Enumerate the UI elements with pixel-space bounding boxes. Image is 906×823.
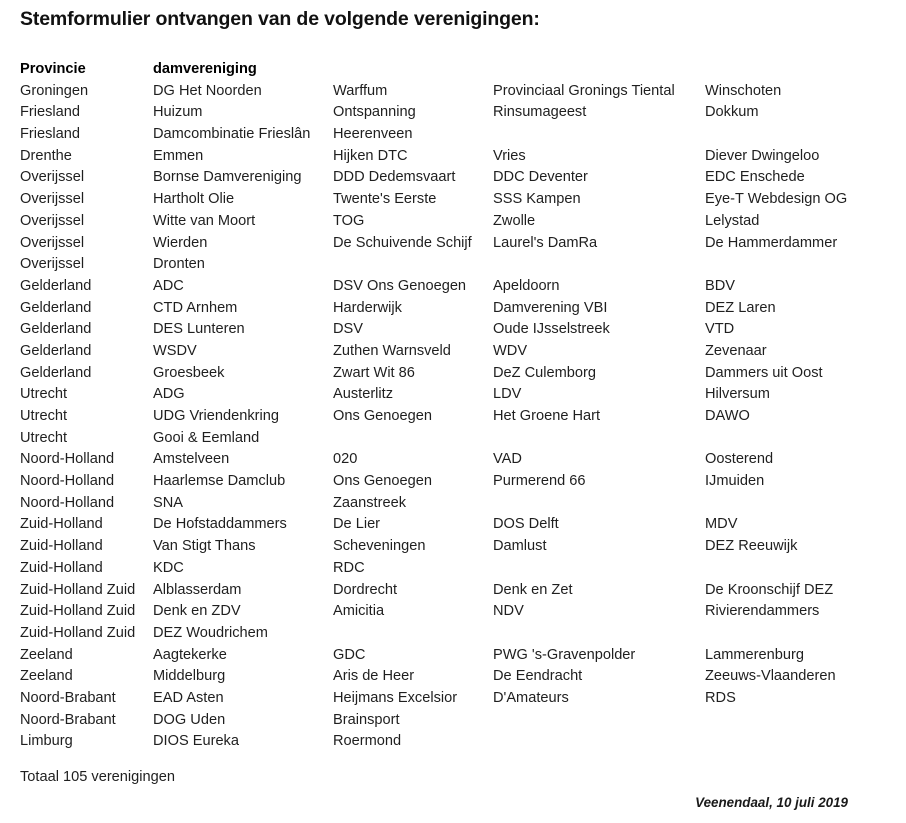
cell-damvereniging: Austerlitz bbox=[333, 386, 394, 403]
cell-damvereniging: Heerenveen bbox=[333, 126, 413, 143]
cell-provincie: Zuid-Holland Zuid bbox=[20, 603, 136, 620]
table-row bbox=[0, 363, 906, 385]
cell-damvereniging: ADG bbox=[153, 386, 185, 403]
cell-damvereniging: SSS Kampen bbox=[493, 191, 581, 208]
table-row bbox=[0, 601, 906, 623]
cell-provincie: Overijssel bbox=[20, 256, 85, 273]
cell-damvereniging: D'Amateurs bbox=[493, 689, 569, 706]
cell-damvereniging: Lelystad bbox=[705, 212, 760, 229]
cell-damvereniging: Winschoten bbox=[705, 82, 782, 99]
table-row bbox=[0, 623, 906, 645]
cell-damvereniging: GDC bbox=[333, 646, 366, 663]
table-row bbox=[0, 493, 906, 515]
cell-provincie: Zuid-Holland Zuid bbox=[20, 581, 136, 598]
cell-damvereniging: EDC Enschede bbox=[705, 169, 805, 186]
cell-damvereniging: Purmerend 66 bbox=[493, 473, 586, 490]
cell-provincie: Overijssel bbox=[20, 191, 85, 208]
cell-damvereniging: DOG Uden bbox=[153, 711, 226, 728]
cell-damvereniging: De Kroonschijf DEZ bbox=[705, 581, 834, 598]
table-row bbox=[0, 710, 906, 732]
cell-damvereniging: Het Groene Hart bbox=[493, 408, 601, 424]
column-header-provincie: Provincie bbox=[20, 61, 86, 77]
cell-provincie: Limburg bbox=[20, 733, 73, 750]
cell-provincie: Gelderland bbox=[20, 277, 92, 294]
cell-damvereniging: LDV bbox=[493, 386, 522, 403]
cell-damvereniging: Denk en Zet bbox=[493, 581, 573, 598]
cell-damvereniging: Oosterend bbox=[705, 451, 774, 468]
cell-provincie: Overijssel bbox=[20, 212, 85, 229]
cell-provincie: Utrecht bbox=[20, 386, 68, 403]
cell-damvereniging: Groesbeek bbox=[153, 364, 225, 381]
table-row bbox=[0, 102, 906, 124]
cell-damvereniging: Emmen bbox=[153, 147, 204, 164]
cell-provincie: Noord-Holland bbox=[20, 451, 115, 468]
cell-damvereniging: EAD Asten bbox=[153, 689, 224, 706]
table-row bbox=[0, 276, 906, 298]
cell-damvereniging: De Schuivende Schijf bbox=[333, 234, 472, 251]
cell-damvereniging: Heijmans Excelsior bbox=[333, 689, 458, 706]
cell-damvereniging: Alblasserdam bbox=[153, 581, 242, 598]
table-row bbox=[0, 666, 906, 688]
table-row bbox=[0, 319, 906, 341]
cell-provincie: Gelderland bbox=[20, 342, 92, 359]
cell-damvereniging: Warffum bbox=[333, 82, 388, 99]
table-row bbox=[0, 384, 906, 406]
cell-damvereniging: DeZ Culemborg bbox=[493, 364, 597, 381]
cell-damvereniging: Denk en ZDV bbox=[153, 603, 241, 620]
cell-damvereniging: Rinsumageest bbox=[493, 104, 587, 121]
table-row bbox=[0, 406, 906, 428]
cell-damvereniging: BDV bbox=[705, 277, 736, 294]
table-body bbox=[0, 81, 906, 753]
cell-damvereniging: Middelburg bbox=[153, 668, 226, 685]
table-header-row bbox=[0, 59, 906, 81]
table-row bbox=[0, 233, 906, 255]
cell-damvereniging: Laurel's DamRa bbox=[493, 234, 598, 251]
cell-damvereniging: DOS Delft bbox=[493, 516, 559, 533]
place-and-date: Veenendaal, 10 juli 2019 bbox=[695, 795, 848, 810]
cell-provincie: Noord-Holland bbox=[20, 473, 115, 490]
cell-damvereniging: Provinciaal Gronings Tiental bbox=[493, 82, 675, 99]
cell-damvereniging: TOG bbox=[333, 212, 365, 229]
cell-provincie: Zuid-Holland Zuid bbox=[20, 624, 136, 641]
cell-damvereniging: NDV bbox=[493, 603, 524, 620]
table-row bbox=[0, 167, 906, 189]
cell-damvereniging: Apeldoorn bbox=[493, 277, 560, 294]
cell-provincie: Friesland bbox=[20, 126, 81, 143]
table-row bbox=[0, 688, 906, 710]
cell-damvereniging: SNA bbox=[153, 494, 184, 511]
cell-damvereniging: Zwolle bbox=[493, 212, 536, 229]
cell-damvereniging: Amicitia bbox=[333, 603, 385, 620]
cell-damvereniging: Hijken DTC bbox=[333, 147, 408, 164]
cell-damvereniging: Amstelveen bbox=[153, 451, 230, 468]
cell-damvereniging: VAD bbox=[493, 451, 522, 468]
table-row bbox=[0, 580, 906, 602]
cell-provincie: Gelderland bbox=[20, 299, 92, 316]
cell-damvereniging: DSV bbox=[333, 321, 364, 338]
cell-damvereniging: 020 bbox=[333, 451, 358, 468]
table-row bbox=[0, 428, 906, 450]
cell-damvereniging: ADC bbox=[153, 277, 184, 294]
cell-damvereniging: Haarlemse Damclub bbox=[153, 473, 286, 490]
cell-damvereniging: Zaanstreek bbox=[333, 494, 407, 511]
cell-damvereniging: KDC bbox=[153, 559, 184, 576]
cell-damvereniging: Dordrecht bbox=[333, 581, 398, 598]
cell-damvereniging: Aris de Heer bbox=[333, 668, 415, 685]
cell-provincie: Zuid-Holland bbox=[20, 516, 103, 533]
cell-provincie: Zuid-Holland bbox=[20, 538, 103, 555]
cell-damvereniging: De Lier bbox=[333, 516, 381, 533]
cell-damvereniging: RDS bbox=[705, 689, 736, 706]
cell-damvereniging: Dammers uit Oost bbox=[705, 364, 823, 381]
cell-damvereniging: Brainsport bbox=[333, 711, 400, 728]
cell-damvereniging: Dronten bbox=[153, 256, 205, 273]
cell-damvereniging: De Eendracht bbox=[493, 668, 583, 685]
cell-damvereniging: Aagtekerke bbox=[153, 646, 227, 663]
table-row bbox=[0, 146, 906, 168]
cell-damvereniging: MDV bbox=[705, 516, 738, 533]
cell-damvereniging: Zeeuws-Vlaanderen bbox=[705, 668, 836, 685]
cell-provincie: Zeeland bbox=[20, 668, 73, 685]
associations-table bbox=[0, 59, 906, 753]
cell-damvereniging: DEZ Laren bbox=[705, 299, 776, 316]
cell-damvereniging: Ons Genoegen bbox=[333, 473, 432, 490]
cell-damvereniging: Damlust bbox=[493, 538, 547, 555]
cell-damvereniging: Harderwijk bbox=[333, 299, 402, 316]
cell-damvereniging: Lammerenburg bbox=[705, 646, 804, 663]
cell-damvereniging: Roermond bbox=[333, 733, 402, 750]
table-row bbox=[0, 341, 906, 363]
cell-damvereniging: Diever Dwingeloo bbox=[705, 147, 820, 164]
cell-damvereniging: Gooi & Eemland bbox=[153, 429, 260, 446]
cell-damvereniging: PWG 's-Gravenpolder bbox=[493, 646, 636, 663]
cell-damvereniging: Rivierendammers bbox=[705, 603, 820, 620]
table-row bbox=[0, 471, 906, 493]
cell-damvereniging: WDV bbox=[493, 342, 528, 359]
cell-damvereniging: De Hammerdammer bbox=[705, 234, 838, 251]
cell-damvereniging: Zuthen Warnsveld bbox=[333, 342, 451, 359]
cell-provincie: Gelderland bbox=[20, 364, 92, 381]
cell-damvereniging: Oude IJsselstreek bbox=[493, 321, 610, 338]
table-row bbox=[0, 449, 906, 471]
cell-damvereniging: Hilversum bbox=[705, 386, 770, 403]
cell-damvereniging: Scheveningen bbox=[333, 538, 426, 555]
table-row bbox=[0, 514, 906, 536]
cell-provincie: Utrecht bbox=[20, 429, 68, 446]
cell-damvereniging: RDC bbox=[333, 559, 365, 576]
cell-provincie: Overijssel bbox=[20, 234, 85, 251]
cell-damvereniging: Hartholt Olie bbox=[153, 191, 235, 208]
cell-damvereniging: VTD bbox=[705, 321, 735, 338]
cell-damvereniging: Dokkum bbox=[705, 104, 759, 121]
table-row bbox=[0, 298, 906, 320]
cell-damvereniging: DG Het Noorden bbox=[153, 82, 262, 99]
cell-provincie: Noord-Holland bbox=[20, 494, 115, 511]
cell-provincie: Zuid-Holland bbox=[20, 559, 103, 576]
cell-provincie: Utrecht bbox=[20, 408, 68, 424]
cell-provincie: Zeeland bbox=[20, 646, 73, 663]
cell-damvereniging: Vries bbox=[493, 147, 526, 164]
cell-provincie: Gelderland bbox=[20, 321, 92, 338]
cell-damvereniging: Witte van Moort bbox=[153, 212, 256, 229]
cell-provincie: Drenthe bbox=[20, 147, 72, 164]
cell-damvereniging: DDD Dedemsvaart bbox=[333, 169, 456, 186]
cell-damvereniging: DIOS Eureka bbox=[153, 733, 239, 750]
cell-provincie: Overijssel bbox=[20, 169, 85, 186]
cell-provincie: Groningen bbox=[20, 82, 89, 99]
cell-damvereniging: De Hofstaddammers bbox=[153, 516, 287, 533]
cell-damvereniging: DAWO bbox=[705, 408, 750, 424]
cell-damvereniging: DDC Deventer bbox=[493, 169, 588, 186]
cell-damvereniging: Eye-T Webdesign OG bbox=[705, 191, 848, 208]
table-row bbox=[0, 536, 906, 558]
cell-provincie: Friesland bbox=[20, 104, 81, 121]
cell-damvereniging: Zevenaar bbox=[705, 342, 767, 359]
cell-provincie: Noord-Brabant bbox=[20, 711, 116, 728]
cell-damvereniging: DSV Ons Genoegen bbox=[333, 277, 467, 294]
cell-damvereniging: IJmuiden bbox=[705, 473, 765, 490]
cell-damvereniging: Zwart Wit 86 bbox=[333, 364, 415, 381]
cell-damvereniging: DES Lunteren bbox=[153, 321, 245, 338]
cell-damvereniging: CTD Arnhem bbox=[153, 299, 238, 316]
cell-damvereniging: Huizum bbox=[153, 104, 203, 121]
table-row bbox=[0, 645, 906, 667]
table-row bbox=[0, 254, 906, 276]
page-title: Stemformulier ontvangen van de volgende verenigingen: bbox=[20, 8, 540, 30]
cell-damvereniging: WSDV bbox=[153, 342, 197, 359]
table-row bbox=[0, 211, 906, 233]
cell-damvereniging: Twente's Eerste bbox=[333, 191, 437, 208]
table-row bbox=[0, 731, 906, 753]
cell-damvereniging: Damverening VBI bbox=[493, 299, 608, 316]
total-count-line: Totaal 105 verenigingen bbox=[20, 769, 175, 785]
cell-damvereniging: DEZ Reeuwijk bbox=[705, 538, 798, 555]
cell-damvereniging: DEZ Woudrichem bbox=[153, 624, 268, 641]
cell-damvereniging: Bornse Damvereniging bbox=[153, 169, 302, 186]
table-row bbox=[0, 558, 906, 580]
cell-damvereniging: Ontspanning bbox=[333, 104, 416, 121]
column-header-damvereniging: damvereniging bbox=[153, 61, 257, 77]
table-row bbox=[0, 81, 906, 103]
table-row bbox=[0, 189, 906, 211]
cell-damvereniging: Wierden bbox=[153, 234, 208, 251]
cell-damvereniging: UDG Vriendenkring bbox=[153, 408, 279, 424]
cell-damvereniging: Ons Genoegen bbox=[333, 408, 432, 424]
cell-damvereniging: Damcombinatie Frieslân bbox=[153, 126, 311, 143]
cell-damvereniging: Van Stigt Thans bbox=[153, 538, 256, 555]
cell-provincie: Noord-Brabant bbox=[20, 689, 116, 706]
table-row bbox=[0, 124, 906, 146]
